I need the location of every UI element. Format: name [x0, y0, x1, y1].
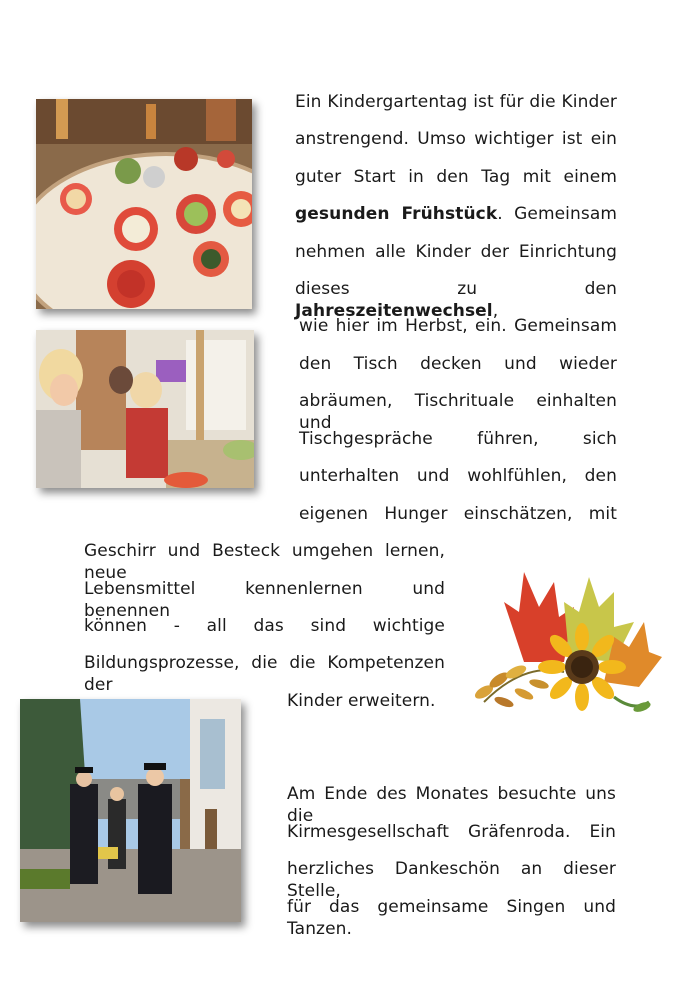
paragraph2-text: Kirmesgesellschaft Gräfenroda. Ein: [287, 822, 616, 842]
paragraph1-line: [299, 465, 617, 487]
paragraph1-line: [295, 128, 617, 150]
paragraph1-text: guter Start in den Tag mit einem: [295, 167, 617, 187]
paragraph1-text: Kinder erweitern.: [287, 691, 436, 711]
paragraph1-text: Lebensmittel kennenlernen und benennen: [84, 579, 445, 621]
paragraph1-text: Tischgespräche führen, sich: [299, 429, 617, 449]
paragraph1-line: [299, 503, 617, 525]
paragraph1-text: Bildungsprozesse, die die Kompetenzen der: [84, 653, 445, 695]
paragraph1-line: [287, 690, 436, 712]
paragraph1-text: können - all das sind wichtige: [84, 616, 445, 636]
paragraph1-text: unterhalten und wohlfühlen, den: [299, 466, 617, 486]
paragraph1-text: den Tisch decken und wieder: [299, 354, 617, 374]
paragraph1-text: abräumen, Tischrituale einhalten und: [299, 391, 617, 433]
paragraph2-line: [287, 821, 616, 843]
paragraph1-text: wie hier im Herbst, ein. Gemeinsam: [299, 316, 617, 336]
paragraph1-text: eigenen Hunger einschätzen, mit: [299, 504, 617, 524]
paragraph2-text: Am Ende des Monates besuchte uns die: [287, 784, 616, 826]
autumn-leaves-illustration: [464, 562, 666, 724]
paragraph1-text: . Gemeinsam: [497, 204, 617, 224]
paragraph1-text: dieses zu den: [295, 279, 617, 299]
paragraph1-text: nehmen alle Kinder der Einrichtung: [295, 242, 617, 262]
paragraph1-line: [84, 615, 445, 637]
paragraph1-bold-text: Jahreszeitenwechsel: [295, 301, 493, 321]
paragraph1-line: [295, 203, 617, 225]
paragraph2-text: für das gemeinsame Singen und Tanzen.: [287, 897, 616, 939]
paragraph1-line: [295, 166, 617, 188]
paragraph1-line: [295, 241, 617, 263]
paragraph1-line: [299, 428, 617, 450]
paragraph2-line: [287, 896, 616, 940]
paragraph1-text: anstrengend. Umso wichtiger ist ein: [295, 129, 617, 149]
breakfast-table-photo: [36, 99, 252, 309]
kirmes-parade-photo: [20, 699, 241, 922]
paragraph1-line: [299, 315, 617, 337]
paragraph1-text: Ein Kindergartentag ist für die Kinder: [295, 92, 617, 112]
paragraph1-text: ,: [492, 301, 499, 321]
paragraph2-text: herzliches Dankeschön an dieser Stelle,: [287, 859, 616, 901]
paragraph1-line: [295, 91, 617, 113]
paragraph1-text: Geschirr und Besteck umgehen lernen, neue: [84, 541, 445, 583]
children-photo: [36, 330, 254, 488]
paragraph1-line: [299, 353, 617, 375]
paragraph1-bold-text: gesunden Frühstück: [295, 204, 498, 224]
